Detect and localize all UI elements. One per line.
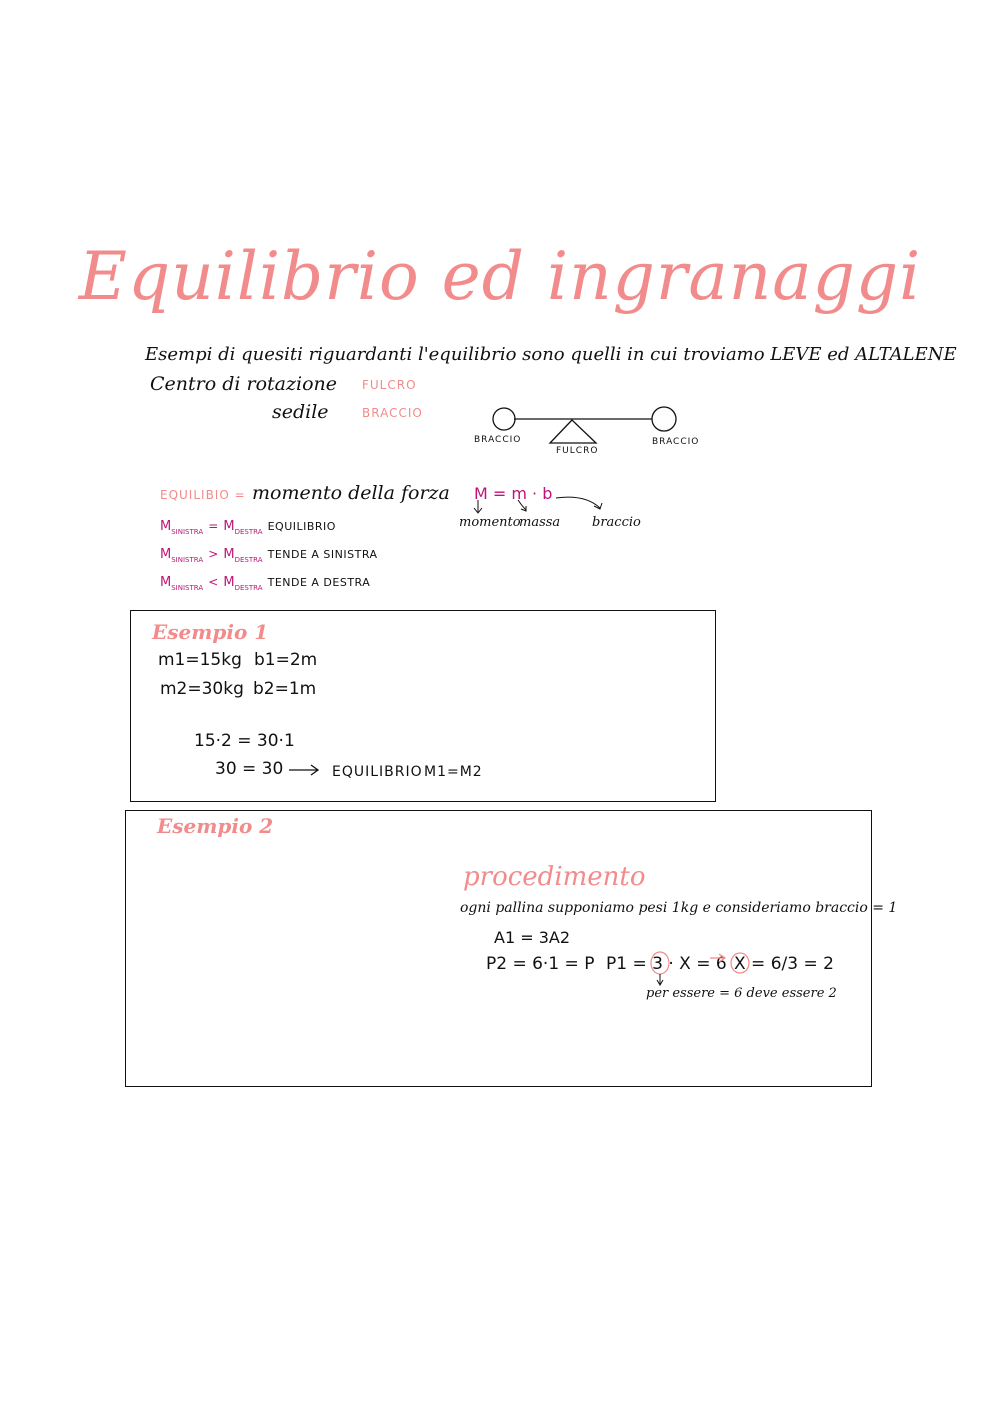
lever-left-label: BRACCIO [474, 435, 522, 445]
arrow-momento [474, 500, 482, 513]
arrow-massa [518, 500, 526, 511]
seat-label: sedile [272, 401, 329, 423]
example1-result: EQUILIBRIO [332, 764, 423, 780]
rule-row: $M_{SINISTRA} > M_{DESTRA}$ TENDE A SINISTRA [160, 547, 378, 565]
example2-line2: A1 = 3A2 [494, 928, 571, 947]
down-arrow-icon [657, 974, 663, 985]
right-ball [652, 407, 676, 431]
example2-line3a: P2 = 6·1 = P [486, 954, 595, 974]
example1-b1: b1=2m [254, 650, 318, 670]
rule-row: $M_{SINISTRA} < M_{DESTRA}$ TENDE A DESTRA [160, 575, 371, 593]
example2-heading: procedimento [463, 862, 646, 892]
pink-arrow-icon [710, 954, 725, 962]
example1-b2: b2=1m [253, 679, 317, 699]
formula-lhs: EQUILIBIO = [160, 488, 246, 502]
fulcrum-label: FULCRO [556, 446, 599, 456]
formula-equation: M = m · b [474, 484, 553, 503]
annotation-braccio: braccio [592, 515, 641, 530]
example1-calc2: 30 = 30 [215, 759, 284, 779]
example1-m1: m1=15kg [158, 650, 242, 670]
example1-calc1: 15·2 = 30·1 [194, 731, 295, 751]
example2-title: Esempio 2 [157, 814, 274, 838]
example2-note: per essere = 6 deve essere 2 [646, 986, 837, 1001]
center-label: Centro di rotazione [150, 373, 337, 395]
lever-right-label: BRACCIO [652, 437, 700, 447]
rule-row: $M_{SINISTRA} = M_{DESTRA}$ EQUILIBRIO [160, 519, 336, 537]
center-value: FULCRO [362, 378, 417, 392]
example1-m2: m2=30kg [160, 679, 244, 699]
seat-value: BRACCIO [362, 406, 423, 420]
example2-line3b: P1 = 3 · X = 6 [606, 954, 727, 974]
arrow-braccio [556, 497, 602, 509]
example1-result-eq: M1=M2 [424, 764, 483, 780]
example2-line3c: X = 6/3 = 2 [734, 954, 834, 974]
fulcrum-triangle [550, 420, 596, 443]
example1-arrow-icon [288, 762, 322, 778]
formula-rhs: momento della forza [252, 482, 450, 504]
example1-title: Esempio 1 [152, 620, 269, 644]
left-ball [493, 408, 515, 430]
annotation-massa: massa [519, 515, 561, 530]
circle-x-mark [651, 952, 669, 974]
intro-line: Esempi di quesiti riguardanti l'equilibrio sono quelli in cui troviamo LEVE ed ALTALENE [145, 344, 957, 365]
annotation-momento: momento [459, 515, 521, 530]
example2-line1: ogni pallina supponiamo pesi 1kg e consideriamo braccio = 1 [460, 900, 898, 916]
page-title: Equilibrio ed ingranaggi [78, 238, 922, 315]
